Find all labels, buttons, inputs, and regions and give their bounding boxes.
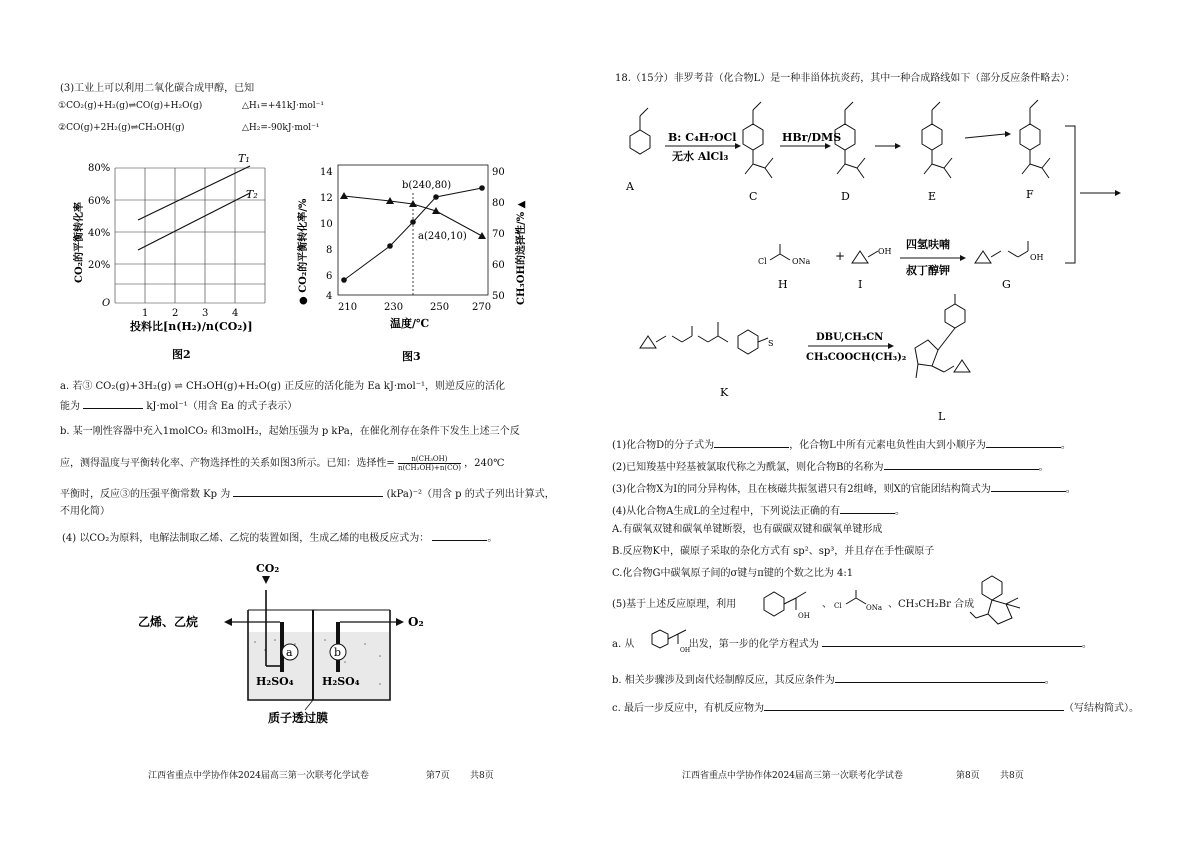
structure-f: [1020, 124, 1040, 150]
label-c: C: [749, 190, 758, 203]
fig3-ylabel-right: CH₃OH的选择性/% ▲: [516, 200, 527, 305]
structure-k: [640, 336, 656, 348]
h2so4-right-label: H₂SO₄: [322, 675, 360, 688]
answer-blank-electronegativity[interactable]: [986, 437, 1061, 448]
reagent-dbu: DBU,CH₃CN: [816, 332, 884, 343]
fig3-xtick: 250: [430, 302, 450, 313]
fig2-ytick: 40%: [88, 228, 111, 239]
fig2-xlabel: 投料比[n(H₂)/n(CO₂)]: [130, 320, 253, 333]
fig2-xtick: 4: [232, 308, 239, 319]
reagent-b: B: C₄H₇OCl: [668, 131, 737, 144]
sub-question-5b: b. 相关步骤涉及到卤代烃制醇反应，其反应条件为 。: [612, 672, 1055, 687]
page-total-right: 共8页: [1000, 771, 1024, 781]
label-e: E: [928, 190, 937, 203]
option-b: B.反应物K中，碳原子采取的杂化方式有 sp²、sp³，并且存在手性碳原子: [612, 546, 935, 557]
page-number-right: 第8页: [956, 771, 980, 781]
sub-question-1: (1)化合物D的分子式为 ，化合物L中所有元素电负性由大到小顺序为 。: [612, 437, 1071, 452]
reagent-thf: 四氢呋喃: [906, 238, 950, 251]
fig3-ytick-left: 4: [326, 291, 333, 302]
answer-blank-x-group[interactable]: [991, 481, 1066, 492]
reagent-alcl3: 无水 AlCl₃: [672, 150, 729, 163]
fig3-ytick-right: 80: [492, 198, 505, 209]
structure-c: [743, 124, 763, 150]
label-b: b(240,80): [402, 180, 452, 191]
point-conversion-270: [479, 185, 485, 191]
page-number-left: 第7页: [426, 771, 450, 781]
fig3-xlabel: 温度/℃: [390, 317, 430, 330]
question-4: (4) 以CO₂为原料，电解法制取乙烯、乙烷的装置如图，生成乙烯的电极反应式为： 。: [62, 530, 497, 545]
label-a: a(240,10): [418, 231, 467, 242]
svg-text:Cl: Cl: [834, 602, 842, 610]
structure-diol: [758, 582, 818, 622]
reagent-hbr: HBr/DMS: [782, 131, 842, 144]
svg-text:ONa: ONa: [792, 257, 811, 266]
reagent-ipac: CH₃COOCH(CH₃)₂: [806, 352, 907, 363]
question-b-line3: 平衡时，反应③的压强平衡常数 Kp 为 (kPa)⁻²（用含 p 的式子列出计算式，: [60, 486, 555, 501]
reagent-tbuok: 叔丁醇钾: [906, 264, 950, 277]
membrane-label: 质子透过膜: [268, 711, 329, 725]
question-b-line1: b. 某一刚性容器中充入1molCO₂ 和3molH₂，起始压强为 p kPa，在催化剂存在条件下发生上述三个反: [60, 426, 520, 437]
fig3-xtick: 210: [338, 302, 358, 313]
label-g: G: [1002, 278, 1011, 291]
fig3-xtick: 230: [384, 302, 404, 313]
point-conversion-210: [341, 277, 347, 283]
footer-title-left: 江西省重点中学协作体2024届高三第一次联考化学试卷: [148, 771, 369, 781]
fig3-ytick-right: 50: [492, 291, 505, 302]
answer-blank-conditions[interactable]: [835, 672, 1045, 683]
label-a: A: [626, 180, 634, 193]
point-selectivity-270: [478, 232, 486, 239]
svg-text:Cl: Cl: [758, 257, 767, 266]
answer-blank-d-formula[interactable]: [714, 437, 789, 448]
electrode-b-label: b: [334, 646, 342, 659]
question-b-line2: 应，测得温度与平衡转化率、产物选择性的关系如图3所示。已知：选择性= $\frac{\text{n(CH₃OH)}}{\text{n(CH₃OH)+n(CO)}}$ ，240℃: [60, 455, 505, 472]
electrode-a-label: a: [286, 646, 293, 659]
fig2-ylabel: CO₂的平衡转化率: [74, 201, 85, 283]
sub-question-5c: c. 最后一步反应中，有机反应物为 （写结构简式）。: [612, 700, 1139, 715]
q3-intro: (3)工业上可以利用二氧化碳合成甲醇，已知: [60, 83, 255, 94]
sub-question-3: (3)化合物X为I的同分异构体，且在核磁共振氢谱只有2组峰，则X的官能团结构简式为 。: [612, 481, 1076, 496]
fig3-ytick-right: 90: [492, 167, 505, 178]
question-18-title: 18.（15分）非罗考昔（化合物L）是一种非甾体抗炎药，其中一种合成路线如下（部分反应条件略去）：: [615, 73, 1076, 84]
product-outlet-label: 乙烯、乙烷: [138, 615, 199, 629]
fig2-caption: 图2: [172, 348, 191, 361]
structure-diol-small: [648, 622, 698, 656]
structure-chloroacetate: [834, 588, 884, 614]
label-t1: T₁: [238, 152, 250, 165]
structure-i: [852, 251, 868, 263]
reaction-1-enthalpy: △H₁=+41kJ·mol⁻¹: [242, 101, 325, 111]
figure-3-chart: [298, 155, 538, 370]
point-conversion-230: [387, 243, 393, 249]
fig2-ytick: 20%: [88, 260, 111, 271]
answer-blank-reactant[interactable]: [764, 700, 1064, 711]
sub-question-5a: a. 从 出发，第一步的化学方程式为 。: [612, 636, 1092, 651]
co2-inlet-label: CO₂: [256, 562, 280, 575]
fig3-ytick-left: 10: [320, 219, 333, 230]
fig3-ytick-left: 12: [320, 193, 333, 204]
structure-l: [915, 340, 938, 366]
electrolysis-cell-diagram: [140, 560, 460, 730]
answer-blank-kp[interactable]: [233, 486, 383, 497]
sub-question-4: (4)从化合物A生成L的全过程中，下列说法正确的有 。: [612, 503, 905, 518]
structure-g: [975, 251, 991, 263]
sub-question-5: (5)基于上述反应原理，利用: [612, 599, 737, 610]
svg-text:OH: OH: [878, 247, 892, 256]
fig2-ytick: 80%: [88, 163, 111, 174]
option-a: A.有碳氧双键和碳氧单键断裂，也有碳碳双键和碳氧单键形成: [612, 524, 883, 535]
fig2-xtick: 1: [142, 308, 149, 319]
answer-blank-b-name[interactable]: [884, 459, 1039, 470]
fig2-xtick: 3: [202, 308, 209, 319]
svg-text:OH: OH: [680, 647, 691, 654]
label-d: D: [841, 190, 850, 203]
label-f: F: [1026, 188, 1034, 201]
structure-e: [922, 124, 942, 150]
curve-t1: [138, 166, 250, 220]
fig3-ytick-right: 70: [492, 229, 505, 240]
question-b-line4: 不用化简）: [60, 506, 110, 517]
footer-title-right: 江西省重点中学协作体2024届高三第一次联考化学试卷: [682, 771, 903, 781]
structure-a: [630, 130, 650, 154]
answer-blank-a[interactable]: [83, 398, 143, 409]
h2so4-left-label: H₂SO₄: [256, 675, 294, 688]
point-selectivity-210: [340, 192, 348, 199]
answer-blank-equation[interactable]: [822, 636, 1082, 647]
fig2-origin: O: [102, 298, 111, 309]
question-a-line1: a. 若③ CO₂(g)+3H₂(g) ⇌ CH₃OH(g)+H₂O(g) 正反应的活化能为 Ea kJ·mol⁻¹，则逆反应的活化: [60, 381, 506, 392]
option-c: C.化合物G中碳氧原子间的σ键与π键的个数之比为 4:1: [612, 568, 854, 579]
reagent-list: 、CH₃CH₂Br 合成: [888, 599, 975, 610]
fig3-ytick-right: 60: [492, 260, 505, 271]
fig3-xtick: 270: [472, 302, 492, 313]
label-k: K: [720, 386, 729, 399]
fig2-ytick: 60%: [88, 196, 111, 207]
svg-text:S: S: [768, 339, 774, 348]
svg-text:ONa: ONa: [866, 604, 883, 612]
curve-t2: [138, 193, 250, 250]
fig3-ylabel-left: ● CO₂的平衡转化率/%: [298, 198, 309, 305]
fig3-ytick-left: 8: [326, 245, 333, 256]
point-conversion-250: [433, 194, 439, 200]
label-t2: T₂: [246, 188, 258, 201]
label-h: H: [778, 278, 788, 291]
fig3-ytick-left: 6: [326, 271, 333, 282]
svg-text:OH: OH: [798, 612, 810, 620]
answer-blank-electrode[interactable]: [432, 530, 487, 541]
figure-2-chart: [60, 148, 280, 368]
reaction-2-enthalpy: △H₂=-90kJ·mol⁻¹: [242, 123, 320, 133]
fig2-xtick: 2: [172, 308, 179, 319]
fig3-ytick-left: 14: [320, 167, 333, 178]
label-i: I: [858, 278, 863, 291]
reaction-1: ①CO₂(g)+H₂(g)⇌CO(g)+H₂O(g): [58, 101, 203, 111]
svg-text:OH: OH: [1030, 253, 1044, 262]
question-a-line2: 能为 kJ·mol⁻¹（用含 Ea 的式子表示）: [60, 398, 297, 413]
selectivity-fraction: $\frac{\text{n(CH₃OH)}}{\text{n(CH₃OH)+n(CO)}}$: [397, 455, 461, 472]
label-l: L: [938, 410, 946, 423]
fig3-caption: 图3: [402, 350, 421, 363]
synthesis-scheme: [610, 88, 1170, 428]
page-total-left: 共8页: [470, 771, 494, 781]
structure-target-lactone: [968, 574, 1032, 628]
right-page: 18.（15分）非罗考昔（化合物L）是一种非甾体抗炎药，其中一种合成路线如下（部分反应条件略去）： B: C₄H₇OCl 无水 AlCl₃ HBr/DMS 四氢呋喃 叔丁醇钾 DBU,CH₃CN CH₃COOCH(CH₃)₂ Cl ONa + OH OH S A C D E F H I G K L (1)化合物D的分子式为 ，化合物L中所有元素电负性由大到小顺序为 。 (2)已知羧基中羟基被氯取代称之为酰氯，则化合物B的名称为 。 (3)化合物X为I的同分异构体，且在核磁共振氢谱只有2组峰，则X的官能团结构简式为 。 (4)从化合物A生成L的全过程中，下列说法正确的有 。 A.有碳氧双键和碳氧单键断裂，也有碳碳双键和碳氧单键形成 B.反应物K中，碳原子采取的杂化方式有 sp²、sp³，并且存在手性碳原子 C.化合物G中碳氧原子间的σ键与π键的个数之比为 4:1 (5)基于上述反应原理，利用 OH 、 Cl ONa 、CH₃CH₂Br 合成 a. 从 出发，第一步的化学方程式为 。 OH b. 相关步骤涉及到卤代烃制醇反应，其反应条件为 。 c. 最后一步反应中，有机反应物为 （写结构简式）。 江西省重点中学协作体2024届高三第一次联考化学试卷 第8页 共8页: [600, 0, 1200, 848]
reaction-2: ②CO(g)+2H₂(g)⇌CH₃OH(g): [58, 123, 185, 133]
sub-question-2: (2)已知羧基中羟基被氯取代称之为酰氯，则化合物B的名称为 。: [612, 459, 1049, 474]
o2-outlet-label: O₂: [408, 615, 424, 629]
answer-blank-correct-options[interactable]: [840, 503, 895, 514]
plus-sign: +: [835, 249, 846, 263]
